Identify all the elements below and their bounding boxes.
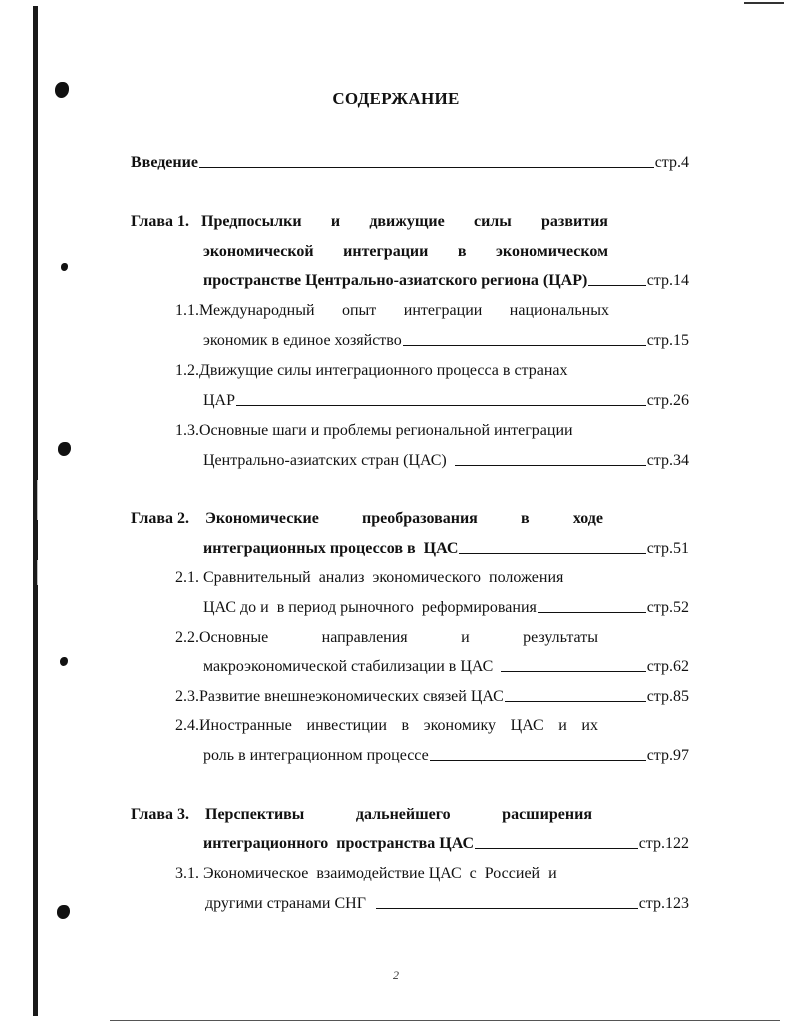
chapter-label: Глава 2.	[131, 510, 189, 527]
section-title-line: 2.4.Иностранные инвестиции в экономику ЦАС и их	[175, 717, 598, 734]
chapter-title-line: интеграционных процессов в ЦАС стр.51	[203, 538, 689, 560]
scan-mark	[744, 2, 784, 4]
section-title-line: 1.2.Движущие силы интеграционного процесса в странах	[175, 362, 568, 379]
chapter-title-line: интеграционного пространства ЦАС стр.122	[203, 833, 689, 855]
leader-line	[501, 656, 645, 672]
leader-line	[475, 833, 638, 849]
punch-hole	[57, 905, 70, 919]
chapter-title-line: экономической интеграции в экономическом	[203, 243, 608, 260]
toc-label: Введение	[131, 154, 198, 171]
toc-page: стр.52	[646, 599, 689, 616]
scan-mark	[37, 480, 38, 520]
scan-mark	[37, 560, 38, 585]
leader-line	[236, 390, 646, 406]
leader-line	[376, 893, 638, 909]
section-title-line: 2.1. Сравнительный анализ экономического положения	[175, 569, 564, 586]
leader-line	[430, 745, 646, 761]
leader-line	[588, 270, 645, 286]
toc-page: стр.4	[654, 154, 689, 171]
page-number: 2	[393, 968, 399, 982]
toc-page: стр.26	[646, 392, 689, 409]
section-title-line: 1.1.Международный опыт интеграции национальных	[175, 302, 609, 319]
page-title: СОДЕРЖАНИЕ	[332, 89, 460, 108]
section-title-line: экономик в единое хозяйство стр.15	[203, 330, 689, 352]
section-title-line: роль в интеграционном процессе стр.97	[203, 745, 689, 767]
leader-line	[455, 450, 646, 466]
toc-page: стр.97	[646, 747, 689, 764]
section-title-line: 2.2.Основные направления и результаты	[175, 629, 598, 646]
chapter-title-line: Экономические преобразования в ходе	[205, 510, 603, 527]
toc-page: стр.14	[646, 272, 689, 289]
ink-spot	[61, 263, 68, 271]
chapter-title-line: пространстве Центрально-азиатского региона (ЦАР) стр.14	[203, 270, 689, 292]
chapter-label: Глава 1.	[131, 213, 189, 230]
section-title-line: 1.3.Основные шаги и проблемы региональной интеграции	[175, 422, 573, 439]
section-title-line: 3.1. Экономическое взаимодействие ЦАС с Россией и	[175, 865, 557, 882]
ink-spot	[60, 657, 68, 666]
leader-line	[403, 330, 646, 346]
section-title-line: Центрально-азиатских стран (ЦАС) стр.34	[203, 450, 689, 472]
toc-page: стр.15	[646, 332, 689, 349]
section-title-line: ЦАС до и в период рыночного реформирования стр.52	[203, 597, 689, 619]
leader-line	[538, 597, 646, 613]
toc-page: стр.34	[646, 452, 689, 469]
chapter-title-line: Предпосылки и движущие силы развития	[201, 213, 608, 230]
chapter-label: Глава 3.	[131, 806, 189, 823]
section-title-line: макроэкономической стабилизации в ЦАС стр.62	[203, 656, 689, 678]
leader-line	[505, 686, 646, 702]
leader-line	[199, 152, 654, 168]
section-title-line: ЦАР стр.26	[203, 390, 689, 412]
toc-page: стр.85	[646, 688, 689, 705]
scan-mark	[110, 1020, 780, 1021]
leader-line	[459, 538, 645, 554]
punch-hole	[58, 442, 71, 456]
section-title-line: другими странами СНГ стр.123	[205, 893, 689, 915]
toc-page: стр.62	[646, 658, 689, 675]
toc-page: стр.122	[638, 835, 689, 852]
chapter-title-line: Перспективы дальнейшего расширения	[205, 806, 592, 823]
section-title-line: 2.3.Развитие внешнеэкономических связей ЦАС стр.85	[175, 686, 689, 708]
toc-page: стр.123	[638, 895, 689, 912]
toc-page: стр.51	[646, 540, 689, 557]
toc-entry-intro	[131, 152, 689, 174]
